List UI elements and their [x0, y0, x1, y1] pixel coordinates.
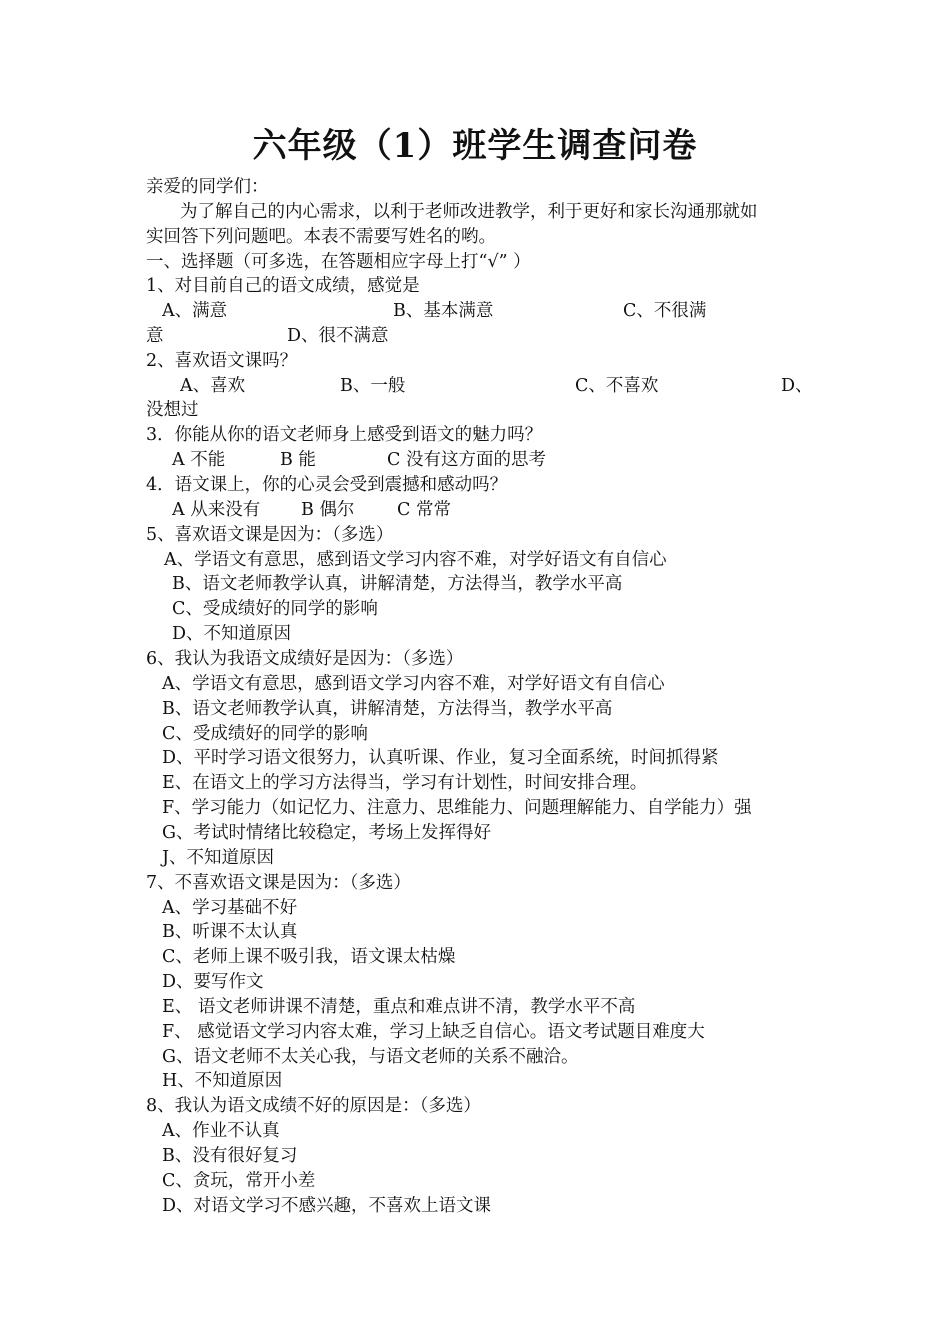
q3-option-b: B 能	[280, 450, 316, 470]
q1-option-a: A、满意	[162, 301, 228, 321]
q5-option: A、学语文有意思，感到语文学习内容不难，对学好语文有自信心	[164, 550, 667, 570]
q1-option-c: C、不很满	[623, 301, 707, 321]
q6-option: D、平时学习语文很努力，认真听课、作业，复习全面系统，时间抓得紧	[162, 748, 719, 768]
q7-option: D、要写作文	[162, 972, 264, 992]
q8-option: A、作业不认真	[162, 1121, 280, 1141]
q6-option: E、在语文上的学习方法得当，学习有计划性，时间安排合理。	[162, 773, 648, 793]
q2-option-d-continued: 没想过	[146, 400, 199, 420]
question-3: 3．你能从你的语文老师身上感受到语文的魅力吗？	[146, 425, 543, 445]
q7-option: C、老师上课不吸引我，语文课太枯燥	[162, 947, 456, 967]
intro-line-1: 为了解自己的内心需求，以利于老师改进教学，利于更好和家长沟通那就如	[180, 202, 758, 222]
section-title: 一、选择题（可多选，在答题相应字母上打“√” ）	[146, 252, 531, 272]
question-1: 1、对目前自己的语文成绩，感觉是	[146, 276, 420, 296]
q8-option: C、贪玩，常开小差	[162, 1171, 316, 1191]
q2-option-c: C、不喜欢	[575, 376, 659, 396]
q4-option-b: B 偶尔	[301, 500, 355, 520]
q6-option: F、学习能力（如记忆力、注意力、思维能力、问题理解能力、自学能力）强	[162, 798, 752, 818]
q8-option: B、没有很好复习	[162, 1146, 298, 1166]
q5-option: D、不知道原因	[172, 624, 292, 644]
q6-option: C、受成绩好的同学的影响	[162, 724, 368, 744]
question-5: 5、喜欢语文课是因为：（多选）	[146, 525, 394, 545]
q7-option: F、 感觉语文学习内容太难，学习上缺乏自信心。语文考试题目难度大	[162, 1022, 705, 1042]
greeting: 亲爱的同学们：	[146, 177, 269, 197]
question-4: 4．语文课上，你的心灵会受到震撼和感动吗？	[146, 475, 508, 495]
q6-option: A、学语文有意思，感到语文学习内容不难，对学好语文有自信心	[162, 674, 665, 694]
q6-option: G、考试时情绪比较稳定，考场上发挥得好	[162, 823, 491, 843]
q5-option: C、受成绩好的同学的影响	[172, 599, 378, 619]
q8-option: D、对语文学习不感兴趣，不喜欢上语文课	[162, 1196, 492, 1216]
q7-option: E、 语文老师讲课不清楚，重点和难点讲不清，教学水平不高	[162, 997, 636, 1017]
q5-option: B、语文老师教学认真，讲解清楚，方法得当，教学水平高	[172, 574, 623, 594]
q6-option: J、不知道原因	[162, 848, 275, 868]
q7-option: H、不知道原因	[162, 1071, 283, 1091]
q1-option-b: B、基本满意	[393, 301, 494, 321]
question-2: 2、喜欢语文课吗？	[146, 351, 298, 371]
q7-option: A、学习基础不好	[162, 898, 298, 918]
question-6: 6、我认为我语文成绩好是因为：（多选）	[146, 649, 464, 669]
q7-option: B、听课不太认真	[162, 922, 298, 942]
q2-option-d: D、	[781, 376, 813, 396]
q1-option-c-continued: 意	[146, 326, 164, 346]
q1-option-d: D、很不满意	[287, 326, 389, 346]
question-8: 8、我认为语文成绩不好的原因是：（多选）	[146, 1096, 481, 1116]
q3-option-a: A 不能	[172, 450, 226, 470]
intro-line-2: 实回答下列问题吧。本表不需要写姓名的哟。	[146, 227, 496, 247]
q4-option-a: A 从来没有	[172, 500, 261, 520]
q4-option-c: C 常常	[397, 500, 451, 520]
q7-option: G、语文老师不太关心我，与语文老师的关系不融洽。	[162, 1047, 579, 1067]
q6-option: B、语文老师教学认真，讲解清楚，方法得当，教学水平高	[162, 699, 613, 719]
page-title: 六年级（1）班学生调查问卷	[252, 126, 698, 166]
q2-option-b: B、一般	[340, 376, 406, 396]
q2-option-a: A、喜欢	[180, 376, 246, 396]
question-7: 7、不喜欢语文课是因为：（多选）	[146, 873, 411, 893]
q3-option-c: C 没有这方面的思考	[387, 450, 546, 470]
